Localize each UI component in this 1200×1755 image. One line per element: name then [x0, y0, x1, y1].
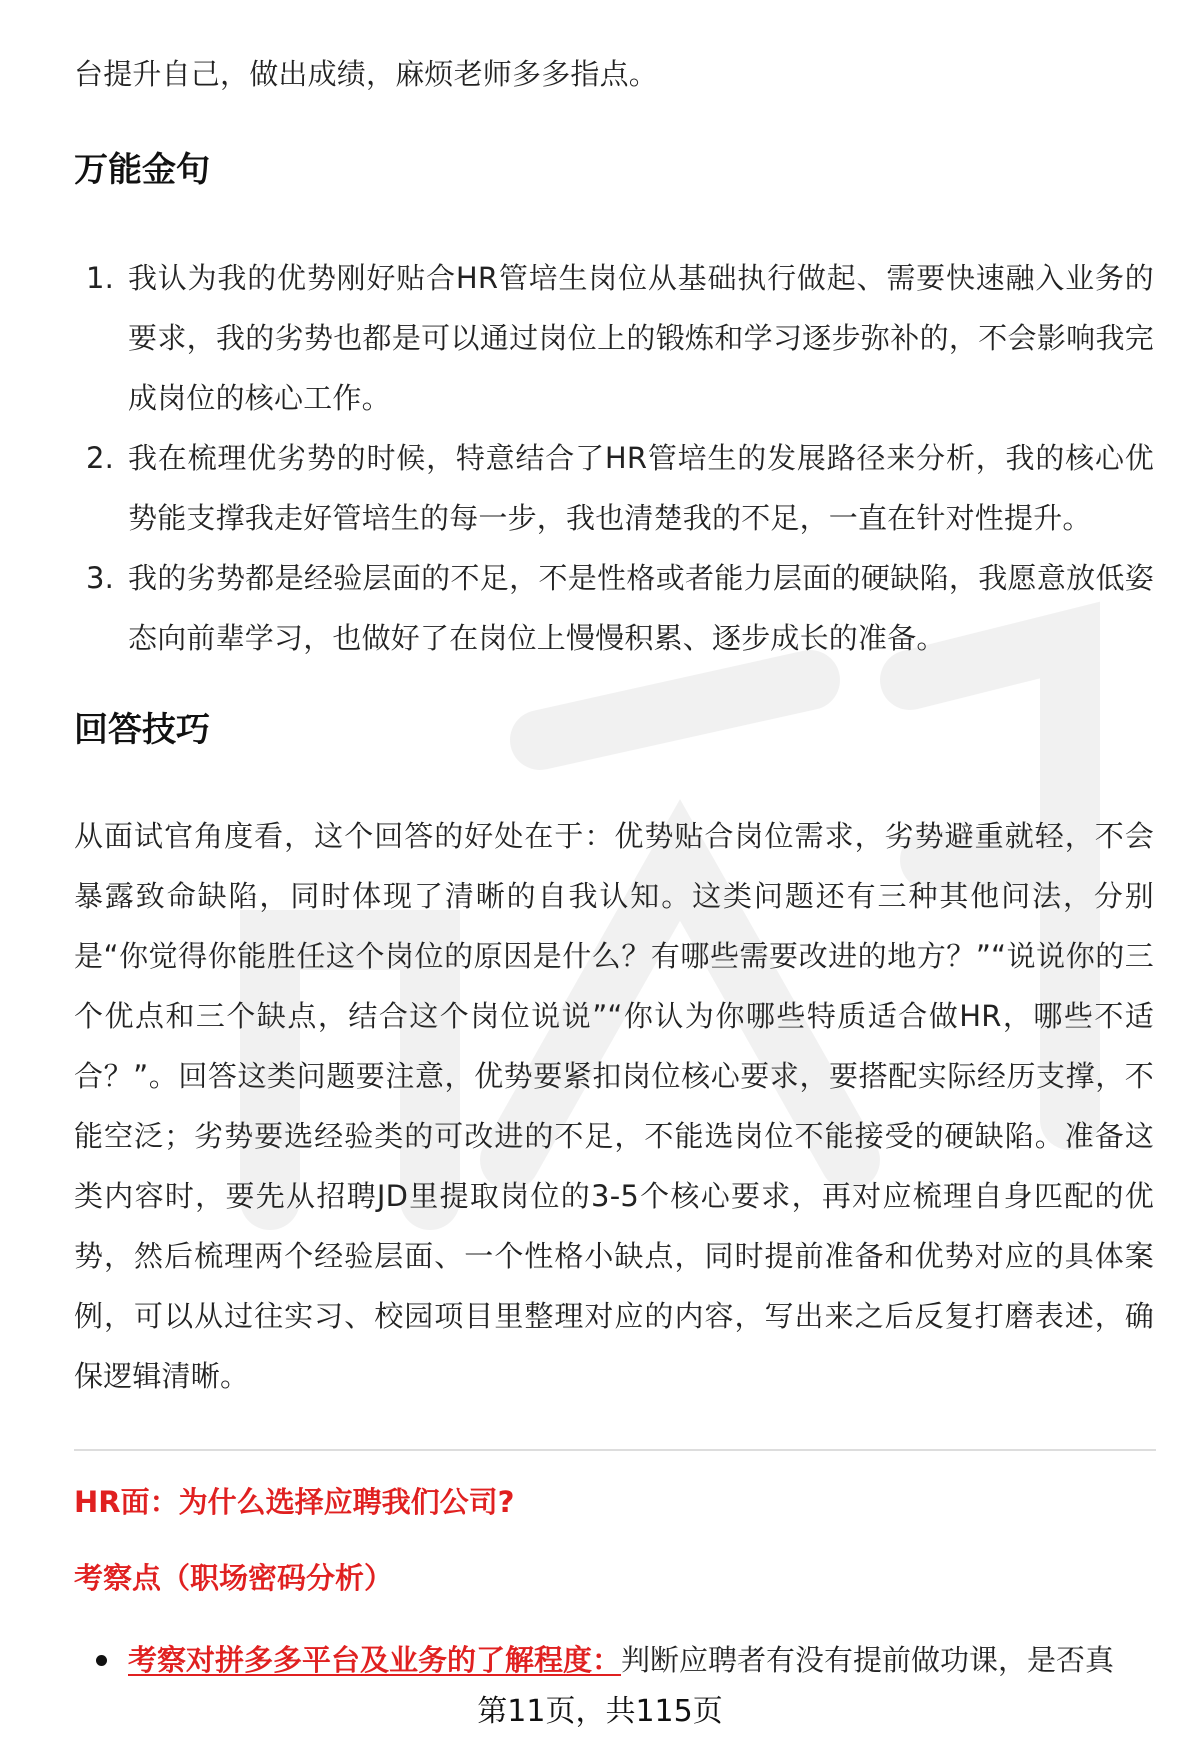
bullet-body-text: 判断应聘者有没有提前做功课，是否真 — [621, 1643, 1115, 1677]
section-heading-answer-tips: 回答技巧 — [74, 710, 210, 750]
list-item-number: 1. — [86, 261, 115, 295]
page-number-footer: 第11页，共115页 — [477, 1694, 723, 1729]
list-item — [74, 428, 1154, 548]
bullet-list-item — [96, 1630, 1188, 1690]
answer-tips-paragraph: 从面试官角度看，这个回答的好处在于：优势贴合岗位需求，劣势避重就轻，不会暴露致命缺陷，同时体现了清晰的自我认知。这类问题还有三种其他问法，分别是“你觉得你能胜任这个岗位的原因是什么？有哪些需要改进的地方？”“说说你的三个优点和三个缺点，结合这个岗位说说”“你认为你哪些特质适合做HR，哪些不适合？”。回答这类问题要注意，优势要紧扣岗位核心要求，要搭配实际经历支撑，不能空泛；劣势要选经验类的可改进的不足，不能选岗位不能接受的硬缺陷。准备这类内容时，要先从招聘JD里提取岗位的3-5个核心要求，再对应梳理自身匹配的优势，然后梳理两个经验层面、一个性格小缺点，同时提前准备和优势对应的具体案例，可以从过往实习、校园项目里整理对应的内容，写出来之后反复打磨表述，确保逻辑清晰。 — [74, 819, 1154, 1393]
list-item-text: 我在梳理优劣势的时候，特意结合了HR管培生的发展路径来分析，我的核心优势能支撑我走好管培生的每一步，我也清楚我的不足，一直在针对性提升。 — [128, 441, 1154, 535]
bullet-emphasis-text: 考察对拼多多平台及业务的了解程度： — [128, 1643, 622, 1677]
top-fragment-paragraph: 台提升自己，做出成绩，麻烦老师多多指点。 — [74, 57, 659, 91]
list-item-number: 3. — [86, 561, 115, 595]
list-item-number: 2. — [86, 441, 115, 475]
list-item-text: 我认为我的优势刚好贴合HR管培生岗位从基础执行做起、需要快速融入业务的要求，我的劣势也都是可以通过岗位上的锻炼和学习逐步弥补的，不会影响我完成岗位的核心工作。 — [128, 261, 1154, 415]
list-item — [74, 248, 1154, 428]
list-item — [74, 548, 1154, 668]
section-heading-golden-sentences: 万能金句 — [74, 150, 210, 190]
assessment-points-heading: 考察点（职场密码分析） — [74, 1561, 394, 1595]
bullet-dot-icon — [96, 1655, 107, 1666]
section-divider — [74, 1449, 1156, 1451]
question-title: HR面：为什么选择应聘我们公司? — [74, 1485, 515, 1519]
golden-sentences-list — [74, 248, 1154, 668]
list-item-text: 我的劣势都是经验层面的不足，不是性格或者能力层面的硬缺陷，我愿意放低姿态向前辈学习，也做好了在岗位上慢慢积累、逐步成长的准备。 — [128, 561, 1154, 655]
